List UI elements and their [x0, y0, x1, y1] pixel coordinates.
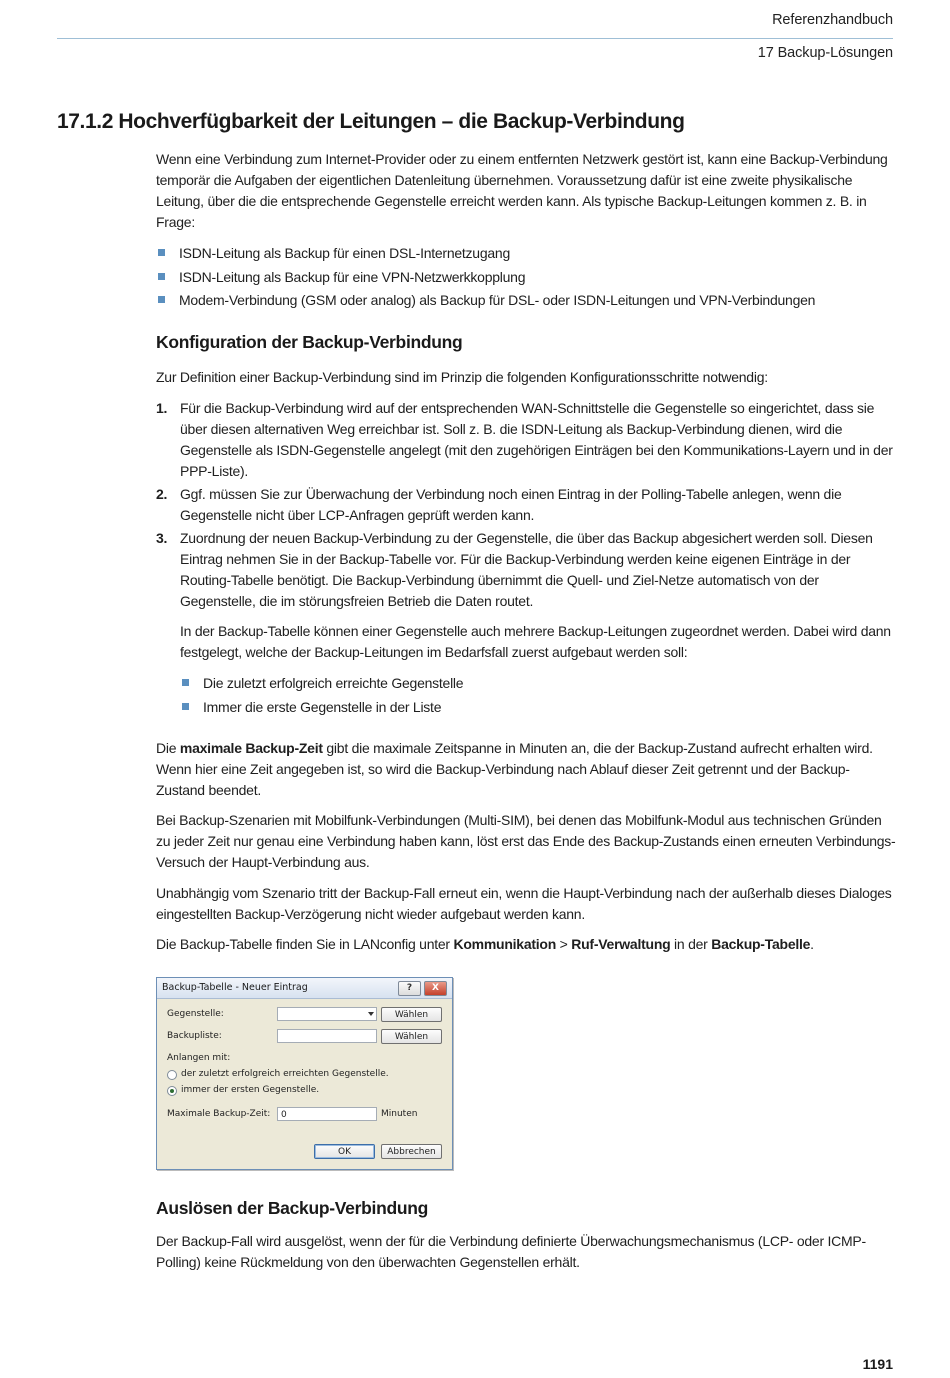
paragraph-max-backup-time: Die maximale Backup-Zeit gibt die maximale Zeitspanne in Minuten an, die der Backup-Zustand aufrecht erhalten wird. Wenn hier eine Zeit angegeben ist, so wird die Backup-Verbindung nach Ablauf dieser Zeit getrennt und der Backup-Zustand beendet.: [156, 740, 873, 798]
list-item: Die zuletzt erfolgreich erreichte Gegenstelle: [180, 673, 896, 697]
trigger-heading: Auslösen der Backup-Verbindung: [156, 1198, 429, 1218]
gegenstelle-label: Gegenstelle:: [167, 1009, 224, 1019]
dialog-titlebar: [157, 978, 452, 999]
max-backup-time-input[interactable]: 0: [277, 1107, 377, 1121]
list-item: ISDN-Leitung als Backup für einen DSL-Internetzugang: [156, 243, 896, 267]
waehlen-gegenstelle-button[interactable]: Wählen: [381, 1007, 442, 1022]
paragraph-backup-case: Unabhängig vom Szenario tritt der Backup-Fall erneut ein, wenn die Haupt-Verbindung nach der außerhalb dieses Dialoges eingestellten Backup-Verzögerung nicht wieder aufgebaut werden kann.: [156, 885, 892, 922]
chevron-down-icon[interactable]: [368, 1012, 374, 1016]
backup-table-dialog: [156, 977, 453, 1170]
step-text: Zuordnung der neuen Backup-Verbindung zu der Gegenstelle, die über das Backup abgesichert werden soll. Diesen Eintrag nehmen Sie in der Backup-Tabelle vor. Für die Backup-Verbindung werden keine eigenen Einträge in der Routing-Tabelle benötigt. Die Backup-Verbindung übernimmt die Quell- und Ziel-Netze automatisch von der Gegenstelle, die im störungsfreien Betrieb die Daten routet.: [180, 530, 873, 609]
term-max-backup-time: maximale Backup-Zeit: [179, 740, 323, 756]
list-item: Immer die erste Gegenstelle in der Liste: [180, 697, 896, 721]
list-item: Modem-Verbindung (GSM oder analog) als Backup für DSL- oder ISDN-Leitungen und VPN-Verbindungen: [156, 290, 896, 314]
waehlen-backupliste-button[interactable]: Wählen: [381, 1029, 442, 1044]
header-rule: [57, 38, 893, 39]
list-item: ISDN-Leitung als Backup für eine VPN-Netzwerkkopplung: [156, 267, 896, 291]
step3-note: In der Backup-Tabelle können einer Gegenstelle auch mehrere Backup-Leitungen zugeordnet werden. Dabei wird dann festgelegt, welche der Backup-Leitungen im Bedarfsfall zuerst aufgebaut werden soll:: [180, 623, 891, 660]
step-number: 2.: [156, 486, 168, 502]
ok-button[interactable]: OK: [314, 1144, 375, 1159]
step-item: [156, 484, 896, 526]
paragraph-multisim: Bei Backup-Szenarien mit Mobilfunk-Verbindungen (Multi-SIM), bei denen das Mobilfunk-Modul aus technischen Gründen zu jeder Zeit nur genau eine Verbindung haben kann, löst erst das Ende des Backup-Zustands einen erneuten Verbindungs-Versuch der Haupt-Verbindung aus.: [156, 812, 896, 870]
anlangen-label: Anlangen mit:: [167, 1053, 231, 1063]
running-header-chapter: 17 Backup-Lösungen: [757, 45, 893, 61]
config-intro: Zur Definition einer Backup-Verbindung sind im Prinzip die folgenden Konfigurationsschritte notwendig:: [156, 369, 768, 385]
config-heading: Konfiguration der Backup-Verbindung: [156, 332, 463, 352]
help-icon[interactable]: ?: [398, 981, 421, 996]
max-backup-time-label: Maximale Backup-Zeit:: [167, 1109, 271, 1119]
trigger-paragraph: Der Backup-Fall wird ausgelöst, wenn der für die Verbindung definierte Überwachungsmechanismus (LCP- oder ICMP-Polling) keine Rückmeldung von den überwachten Gegenstellen erhält.: [156, 1233, 866, 1270]
config-steps: [156, 398, 896, 614]
radio-first-peer-label[interactable]: immer der ersten Gegenstelle.: [181, 1085, 320, 1095]
minutes-unit-label: Minuten: [381, 1109, 418, 1119]
menu-path-ruf-verwaltung: Ruf-Verwaltung: [571, 936, 671, 952]
section-title: 17.1.2 Hochverfügbarkeit der Leitungen – die Backup-Verbindung: [57, 110, 685, 133]
gegenstelle-select[interactable]: [277, 1007, 377, 1021]
backupliste-label: Backupliste:: [167, 1031, 222, 1041]
step-item: [156, 528, 896, 612]
cancel-button[interactable]: Abbrechen: [381, 1144, 442, 1159]
step-text: Für die Backup-Verbindung wird auf der entsprechenden WAN-Schnittstelle die Gegenstelle so eingerichtet, dass sie über diesen alternativen Weg erreichbar ist. Soll z. B. die ISDN-Leitung als Backup-Verbindung dienen, wird die Gegenstelle als ISDN-Gegenstelle angelegt (mit den zugehörigen Einträgen bei den Kommunikations-Layern und in der PPP-Liste).: [180, 400, 893, 479]
menu-path-backup-tabelle: Backup-Tabelle: [711, 936, 811, 952]
step-item: [156, 398, 896, 482]
close-icon[interactable]: X: [424, 981, 447, 996]
intro-paragraph: Wenn eine Verbindung zum Internet-Provider oder zu einem entfernten Netzwerk gestört ist, kann eine Backup-Verbindung temporär die Aufgaben der eigentlichen Datenleitung übernehmen. Voraussetzung dafür ist eine zweite physikalische Leitung, über die die entsprechende Gegenstelle erreicht werden kann. Als typische Backup-Leitungen kommen z. B. in Frage:: [156, 151, 888, 230]
menu-path-kommunikation: Kommunikation: [453, 936, 557, 952]
step3-bullets: [180, 673, 896, 720]
radio-first-peer[interactable]: [167, 1086, 177, 1096]
step-number: 1.: [156, 400, 168, 416]
running-header-title: Referenzhandbuch: [772, 12, 893, 28]
step-number: 3.: [156, 530, 168, 546]
step-text: Ggf. müssen Sie zur Überwachung der Verbindung noch einen Eintrag in der Polling-Tabelle anlegen, wenn die Gegenstelle nicht über LCP-Anfragen geprüft werden kann.: [180, 486, 842, 523]
bullet-list-backup-lines: [156, 243, 896, 314]
radio-last-successful[interactable]: [167, 1070, 177, 1080]
paragraph-lanconfig-path: Die Backup-Tabelle finden Sie in LANconfig unter Kommunikation > Ruf-Verwaltung in der Backup-Tabelle.: [156, 936, 814, 952]
backupliste-field[interactable]: [277, 1029, 377, 1043]
dialog-title: Backup-Tabelle - Neuer Eintrag: [162, 982, 308, 993]
radio-last-successful-label[interactable]: der zuletzt erfolgreich erreichten Gegenstelle.: [181, 1069, 389, 1079]
page-number: 1191: [862, 1356, 893, 1372]
